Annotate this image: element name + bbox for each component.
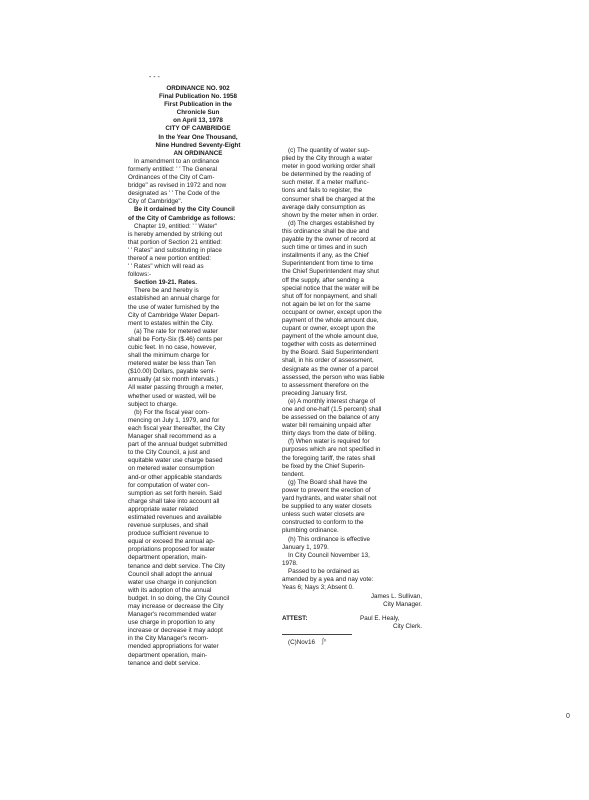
text-line: water bill remaining unpaid after	[282, 422, 372, 430]
text-line: revenue surpluses, and shall	[128, 522, 209, 530]
text-line: City of Cambridge Water Depart-	[128, 311, 220, 319]
text-line: water use charge in conjunction	[128, 578, 217, 586]
attest-line	[282, 615, 422, 623]
text-line: department operation, main-	[128, 651, 208, 659]
text-line: be determined by the reading of	[282, 171, 371, 179]
text-line: each fiscal year thereafter, the City	[128, 424, 225, 432]
text-line: estimated revenues and available	[128, 513, 222, 521]
text-line: mencing on July 1, 1979, and for	[128, 416, 220, 424]
text-line: (g) The Board shall have the	[288, 478, 368, 486]
text-line: produce sufficient revenue to	[128, 530, 209, 538]
text-line: be assessed on the balance of any	[282, 414, 380, 422]
text-line: payable by the owner of record at	[282, 236, 376, 244]
text-line: appropriate water related	[128, 505, 199, 513]
text-line: of the City of Cambridge as follows:	[128, 214, 236, 222]
text-line: yard hydrants, and water shall not	[282, 495, 377, 503]
text-line: In City Council November 13,	[288, 551, 370, 559]
text-line: occupant or owner, except upon the	[282, 308, 382, 316]
text-line: All water passing through a meter,	[128, 384, 224, 392]
text-line: (c) The quantity of water sup-	[288, 147, 370, 154]
text-line: tions and fails to register, the	[282, 187, 363, 195]
text-line: subject to charge.	[128, 400, 178, 408]
text-line: (d) The charges established by	[288, 219, 375, 227]
text-line: January 1, 1979.	[282, 543, 329, 551]
text-line: Superintendent from time to time	[282, 260, 374, 268]
text-line: shall be Forty-Six ($.46) cents per	[128, 335, 223, 343]
text-line: Chapter 19, entitled: ' ' Water"	[134, 222, 218, 230]
text-line: part of the annual budget submitted	[128, 441, 228, 449]
text-line: shown by the meter when in order.	[282, 211, 379, 219]
text-line: Ordinances of the City of Cam-	[128, 174, 215, 182]
page-mark: 0	[566, 713, 570, 720]
text-line: average daily consumption as	[282, 203, 366, 211]
text-line: in the City Manager's recom-	[128, 635, 209, 643]
text-line: the use of water furnished by the	[128, 303, 220, 311]
text-line: power to prevent the erection of	[282, 486, 371, 494]
year-line-1: In the Year One Thousand,	[158, 133, 238, 141]
text-line: to assessment therefore on the	[282, 381, 369, 389]
text-line: formerly entitled: ' ' The General	[128, 165, 218, 173]
text-line: assessed, the person who was liable	[282, 373, 385, 381]
text-line: There be and hereby is	[134, 287, 199, 295]
text-line: meter in good working order shall	[282, 163, 376, 171]
city-name: CITY OF CAMBRIDGE	[165, 125, 231, 133]
text-line: ' ' Rates" which will read as	[128, 263, 204, 271]
text-line: budget. In so doing, the City Council	[128, 594, 230, 602]
text-line: thereof a new portion entitled:	[128, 254, 211, 262]
text-line: on metered water consumption	[128, 465, 215, 473]
text-line: bridge" as revised in 1972 and now	[128, 182, 227, 190]
text-line: (b) For the fiscal year com-	[134, 408, 210, 416]
text-line: amended by a yea and nay vote:	[282, 575, 374, 583]
text-line: unless such water closets are	[282, 511, 365, 519]
text-line: cupant or owner, except upon the	[282, 325, 376, 333]
text-line: ($10.00) Dollars, payable semi-	[128, 368, 216, 376]
text-line: use charge in proportion to any	[128, 619, 215, 627]
text-line: equitable water use charge based	[128, 457, 223, 465]
text-line: designated as ' ' The Code of the	[128, 190, 220, 198]
text-line: this ordinance shall be due and	[282, 227, 370, 235]
year-line-2: Nine Hundred Seventy-Eight	[155, 141, 241, 149]
text-line: propriations proposed for water	[128, 546, 216, 554]
top-dash-mark: - - -	[149, 74, 160, 81]
text-line: (h) This ordinance is effective	[288, 535, 371, 543]
text-line: tenance and debt service. The City	[128, 562, 226, 570]
text-line: off the supply, after sending a	[282, 276, 365, 284]
publication-date: on April 13, 1978	[173, 117, 223, 125]
text-line: plied by the City through a water	[282, 155, 373, 163]
text-line: equal or exceed the annual ap-	[128, 538, 215, 546]
text-line: sumption as set forth herein. Said	[128, 489, 222, 497]
text-line: increase or decrease it may adopt	[128, 627, 223, 635]
publication-paper: Chronicle Sun	[176, 109, 220, 117]
text-line: tenance and debt service.	[128, 659, 201, 667]
text-line: shut off for nonpayment, and shall	[282, 292, 377, 300]
right-column	[282, 147, 422, 647]
text-line: payment of the whole amount due,	[282, 333, 379, 341]
text-line: shall the minimum charge for	[128, 352, 209, 360]
text-line: metered water be less than Ten	[128, 360, 216, 368]
text-line: department operation, main-	[128, 554, 208, 562]
text-line: for computation of water con-	[128, 481, 210, 489]
text-line: together with costs as determined	[282, 341, 377, 349]
text-line: follows:-	[128, 271, 152, 279]
footer-code: (C)Nov16	[288, 638, 315, 646]
first-publication: First Publication in the	[164, 101, 232, 109]
text-line: may increase or decrease the City	[128, 603, 224, 610]
text-line: (e) A monthly interest charge of	[288, 397, 376, 405]
attest-label: ATTEST:	[282, 615, 308, 623]
text-line: Manager shall recommend as a	[128, 433, 217, 441]
text-line: consumer shall be charged at the	[282, 195, 376, 203]
text-line: to the City Council, a just and	[128, 449, 210, 457]
text-line: Manager's recommended water	[128, 611, 217, 619]
text-line: (f) When water is required for	[288, 438, 370, 446]
handwritten-mark: ∫ⁿ	[322, 637, 327, 645]
left-column	[128, 85, 268, 668]
text-line: designate as the owner of a parcel	[282, 365, 379, 373]
text-line: (a) The rate for metered water	[134, 327, 218, 335]
text-line: thirty days from the date of billing.	[282, 430, 377, 438]
text-line: such meter. If a meter malfunc-	[282, 179, 369, 187]
text-line: cubic feet. In no case, however,	[128, 344, 217, 351]
text-line: that portion of Section 21 entitled:	[128, 238, 222, 246]
text-line: is hereby amended by striking out	[128, 230, 223, 238]
text-line: such time or times and in such	[282, 244, 368, 252]
text-line: In amendment to an ordinance	[134, 157, 220, 165]
final-publication: Final Publication No. 1958	[158, 93, 238, 101]
text-line: Council shall adopt the annual	[128, 570, 213, 578]
manager-title: City Manager.	[383, 601, 422, 609]
text-line: special notice that the water will be	[282, 284, 380, 292]
text-line: Be it ordained by the City Council	[134, 206, 235, 214]
footer-code-line	[282, 639, 422, 647]
section-heading: Section 19-21. Rates.	[134, 279, 197, 287]
text-line: City of Cambridge".	[128, 198, 183, 206]
text-line: installments if any, as the Chief	[282, 252, 369, 260]
text-line: be supplied to any water closets	[282, 503, 372, 511]
text-line: whether used or wasted, will be	[128, 392, 216, 400]
text-line: tendent.	[282, 470, 305, 478]
text-line: plumbing ordinance.	[282, 527, 339, 535]
text-line: preceding January first.	[282, 389, 348, 397]
divider-rule	[282, 634, 352, 635]
text-line: payment of the whole amount due,	[282, 316, 379, 324]
clerk-signature: Paul E. Healy,	[360, 615, 400, 623]
text-line: by the Board. Said Superintendent	[282, 349, 379, 357]
text-line: annually (at six month intervals.)	[128, 376, 219, 384]
text-line: with its adoption of the annual	[128, 586, 212, 594]
text-line: not again be let on for the same	[282, 300, 371, 308]
text-line: constructed to conform to the	[282, 519, 364, 527]
manager-signature: James L. Sullivan,	[370, 593, 422, 601]
ordinance-heading: AN ORDINANCE	[173, 149, 223, 157]
text-line: charge shall take into account all	[128, 497, 220, 505]
text-line: ' ' Rates" and substituting in place	[128, 246, 222, 254]
text-line: the foregoing tariff, the rates shall	[282, 454, 376, 462]
text-line: the Chief Superintendent may shut	[282, 268, 379, 276]
text-line: and-or other applicable standards	[128, 473, 222, 481]
text-line: purposes which are not specified in	[282, 446, 381, 454]
ordinance-number: ORDINANCE NO. 902	[166, 85, 230, 92]
text-line: shall, in his order of assessment,	[282, 357, 374, 365]
text-line: Passed to be ordained as	[288, 567, 360, 575]
text-line: one and one-half (1.5 percent) shall	[282, 406, 382, 413]
text-line: 1978.	[282, 559, 298, 567]
text-line: be fixed by the Chief Superin-	[282, 462, 365, 470]
text-line: Yeas 6; Nays 3; Absent 0.	[282, 584, 354, 592]
text-line: mended appropriations for water	[128, 643, 219, 651]
clerk-title: City Clerk.	[392, 623, 422, 631]
text-line: ment to estates within the City.	[128, 319, 214, 327]
text-line: established an annual charge for	[128, 295, 220, 303]
